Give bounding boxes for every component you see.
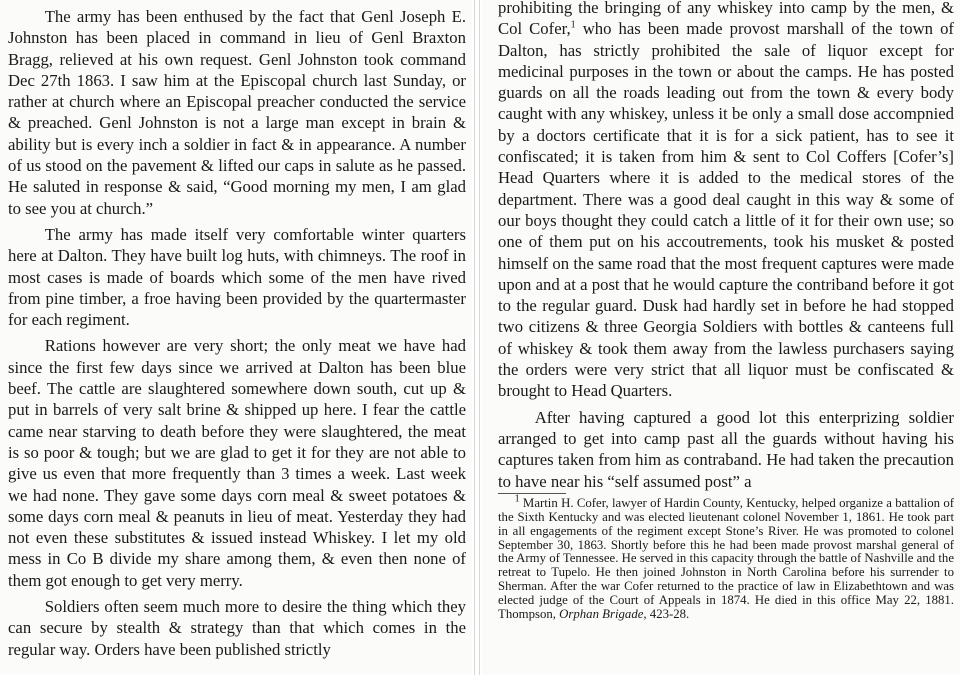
left-page-column [0,0,472,675]
footnote-rule [498,493,566,494]
paragraph-rations: Rations however are very short; the only meat we have had since the first few days since we arrived at Dalton has been blue beef. The cattle are slaughtered somewhere down south, cut up & put in barrels of very salt brine & shipped up here. I fear the cattle came near starving to death before they were slaughtered, the meat is so poor & tough; but we are glad to get it for they are not able to give us even that more frequently than 3 times a week. Last week we had none. They gave some days corn meal & sweet potatoes & some days corn meal & peanuts in lieu of meat. Yesterday they had not even these substitutes & issued instead Whiskey. I let my old mess in Co B divide my share among them, & even then none of them got enough to get very merry. [8,336,466,590]
footnote-number: 1 [514,493,520,505]
right-page-column [482,0,960,675]
paragraph-enterprising-soldier: After having captured a good lot this enterprizing soldier arranged to get into camp past all the guards without having his captures taken from him as contraband. He had taken the precaution to have near his “self assumed post” a [498,407,954,491]
paragraph-whiskey-orders-start: prohibiting the bringing of any whiskey into camp by the men, & Col Cofer, [498,0,954,39]
footnote [498,493,954,622]
footnote-pages: , 423-28. [643,607,690,622]
footnote-book-title: Orphan Brigade [559,607,644,622]
paragraph-whiskey-orders [498,0,954,402]
paragraph-whiskey-orders-rest: who has been made provost marshall of the town of Dalton, has strictly prohibited the sale of liquor except for medicinal purposes in the town or about the camps. He has posted guards on all the roads leading out from the town & every body caught with any whiskey, unless it be only a small dose accompnied by a doctors certificate that it is for a sick patient, has to see it confiscated; it is taken from him & sent to Col Coffers [Cofer’s] Head Quarters where it is added to the medical stores of the department. There was a good deal caught in this way & some of our boys thought they could catch a little of it for their own use; so one of them put on his accoutrements, took his musket & posted himself on the same road that the most frequent captures were made upon and at a post that he would capture the contriband before it got to the regular guard. Dusk had hardly set in before he had stopped two citizens & three Georgia Soldiers with bottles & canteens full of whiskey & took them away from the lawless purchasers saying the orders were very strict that all liquor must be confiscated & brought to Head Quarters. [498,19,954,401]
footnote-reference: 1 [570,19,576,31]
paragraph-johnston: The army has been enthused by the fact that Genl Joseph E. Johnston has been placed in command in lieu of Genl Braxton Bragg, relieved at his own request. Genl Johnston took command Dec 27th 1863. I saw him at the Episcopal church last Sunday, or rather at church where an Episcopal preacher conducted the service & preached. Genl Johnston is not a large man except in brain & ability but is every inch a soldier in fact & in appearance. A number of us stood on the pavement & lifted our caps in salute as he passed. He saluted in response & said, “Good morning my men, I am glad to see you at church.” [8,7,466,218]
page-gutter [474,0,480,675]
paragraph-soldiers-stealth: Soldiers often seem much more to desire the thing which they can secure by stealth & strategy than that which comes in the regular way. Orders have been published strictly [8,597,466,659]
footnote-text: Martin H. Cofer, lawyer of Hardin County, Kentucky, helped organize a battalion of the Sixth Kentucky and was elected lieutenant colonel November 1, 1861. He took part in all engagements of the regiment except Stone’s River. He was promoted to colonel September 30, 1863. Shortly before this he had been made provost marshal general of the Army of Tennessee. He served in this capacity through the battle of Nashville and the retreat to Tupelo. He then joined Johnston in North Carolina before his surrender to Sherman. After the war Cofer returned to the practice of law in Elizabethtown and was elected judge of the Court of Appeals in 1874. He died in this office May 22, 1881. Thompson, [498,495,954,622]
paragraph-winter-quarters: The army has made itself very comfortable winter quarters here at Dalton. They have built log huts, with chimneys. The roof in most cases is made of boards which some of the men have rived from pine timber, a froe having been provided by the quartermaster for each regiment. [8,224,466,330]
